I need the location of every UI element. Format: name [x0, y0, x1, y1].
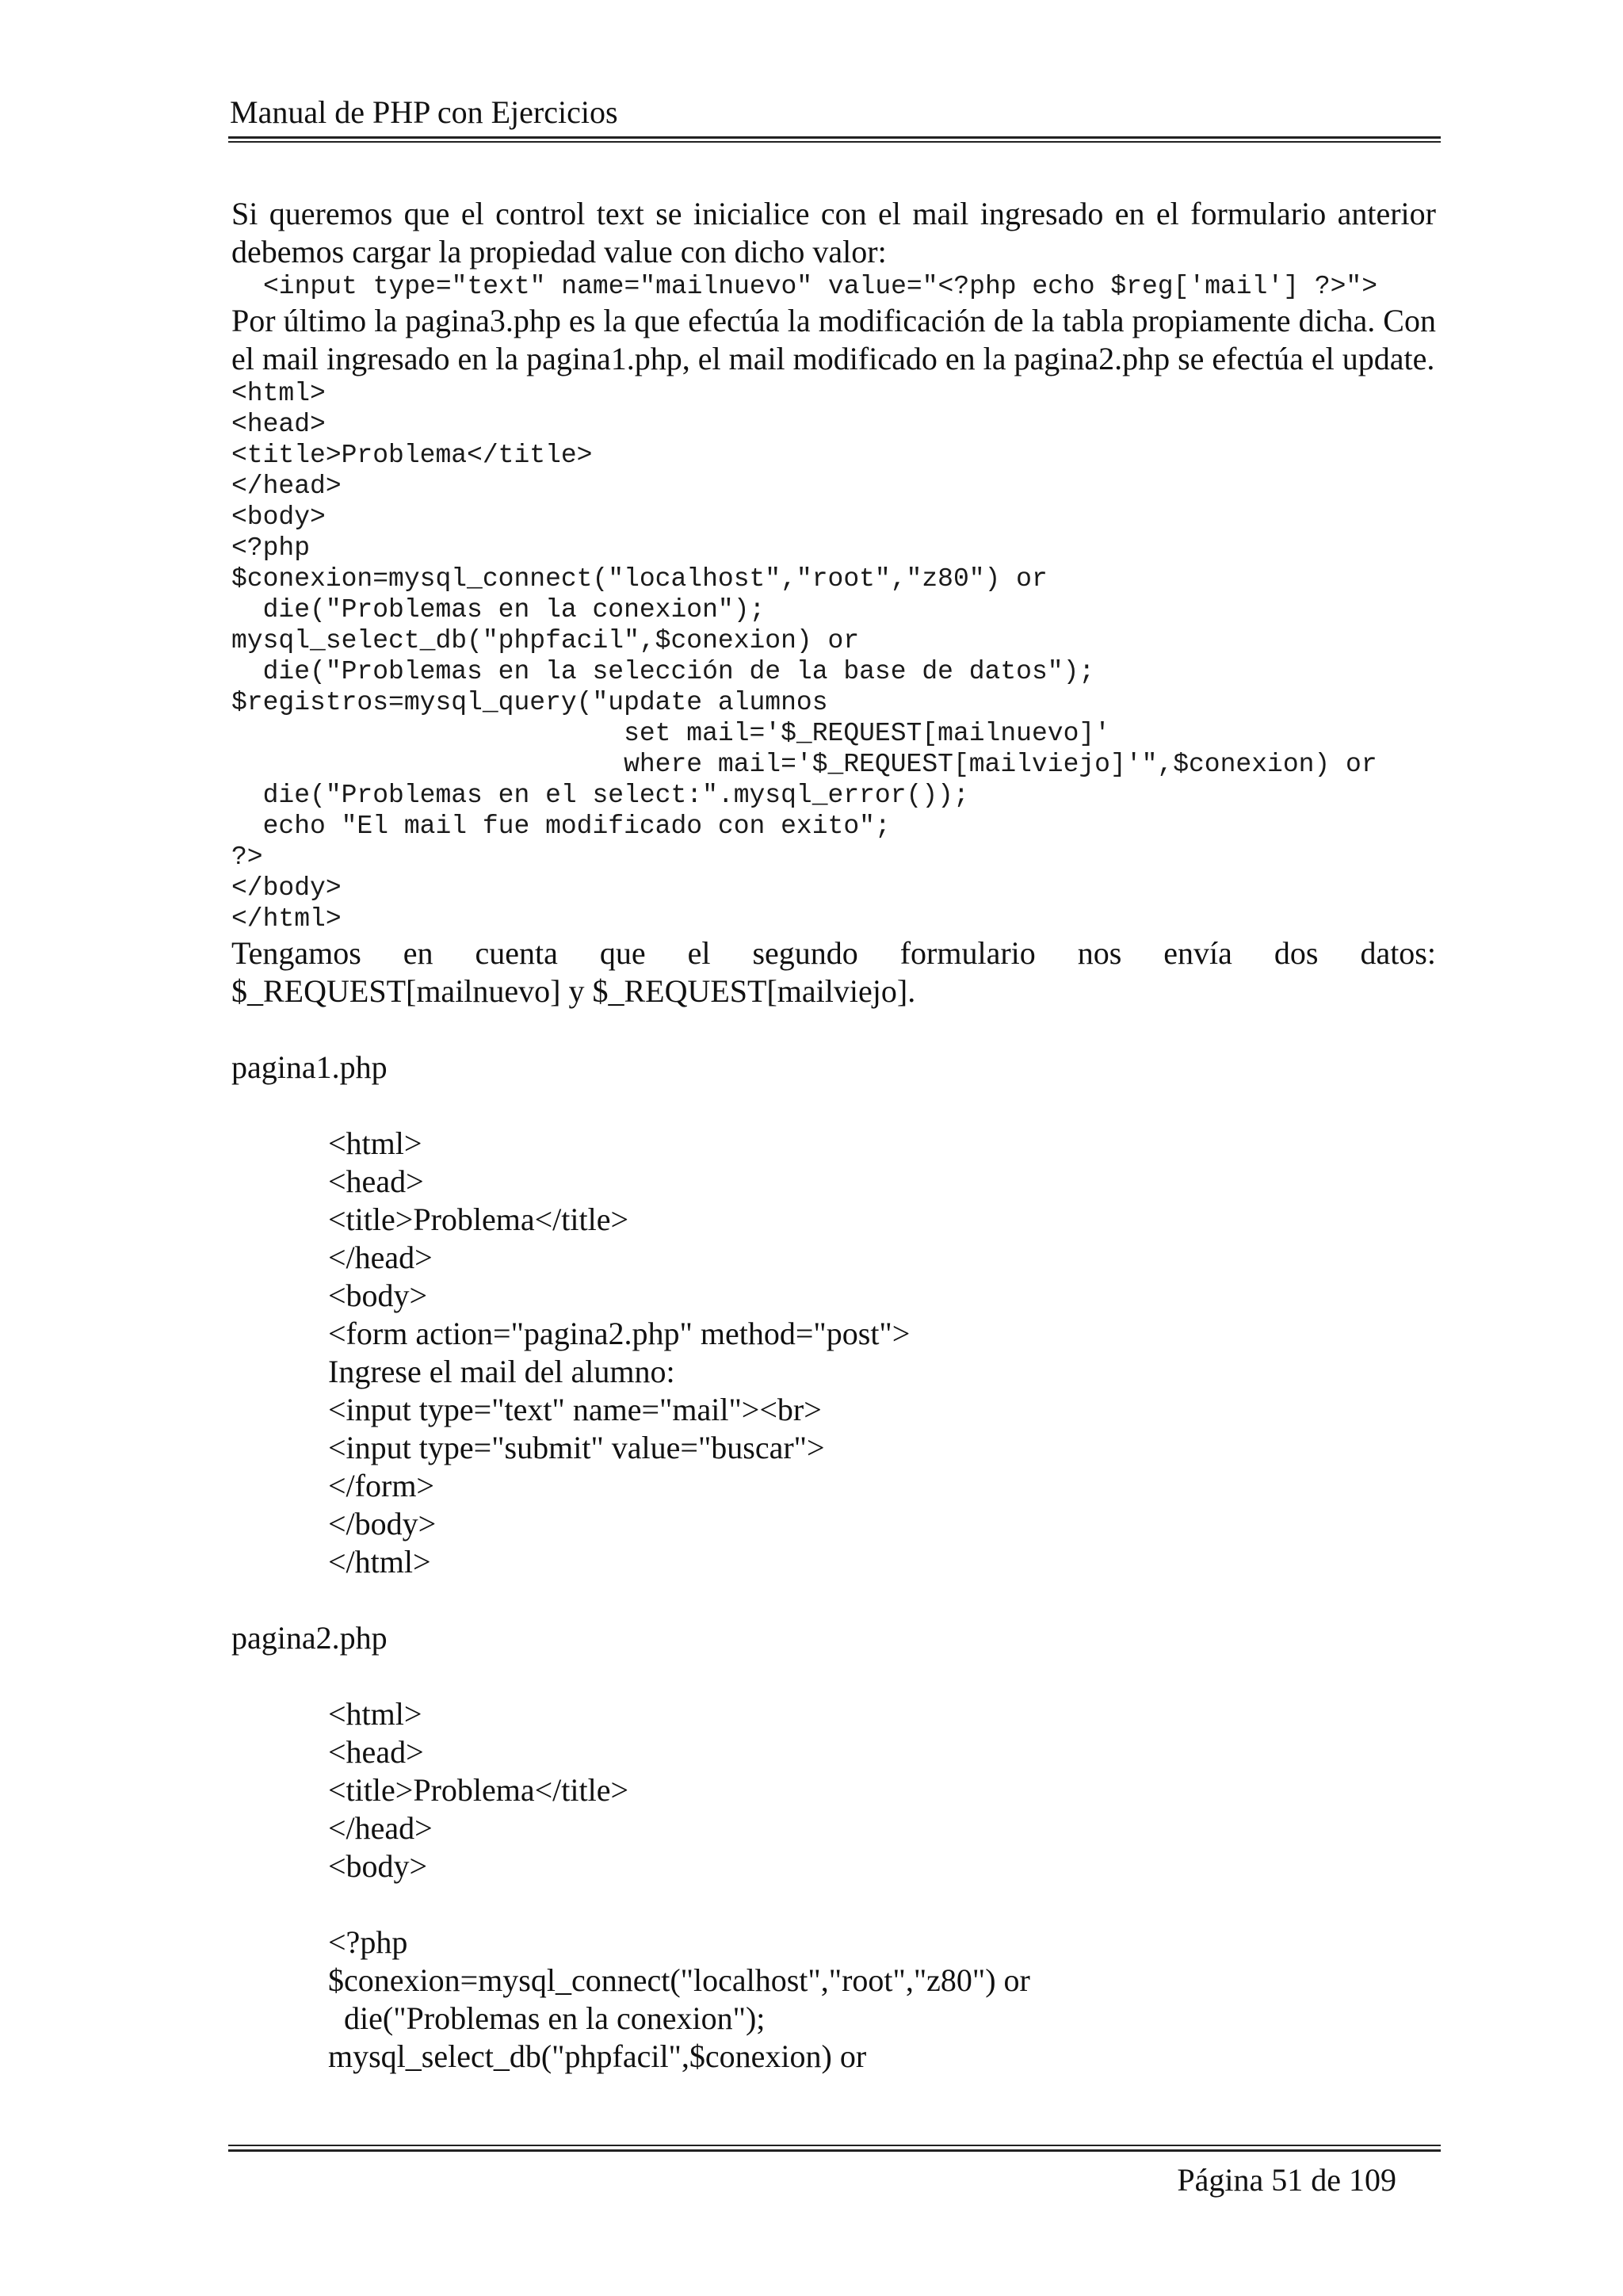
header-rule-top	[228, 136, 1441, 139]
intro-paragraph-2: Por último la pagina3.php es la que efectúa la modificación de la tabla propiamente dicha. Con el mail ingresado en la pagina1.php, el mail modificado en la pagina2.php se efectúa el update.	[231, 303, 1436, 376]
code-line: <html>	[231, 379, 326, 408]
code-line: die("Problemas en el select:".mysql_error());	[231, 781, 969, 810]
page-number: Página 51 de 109	[1177, 2162, 1396, 2198]
footer-rule-top	[228, 2145, 1441, 2146]
code-line: set mail='$_REQUEST[mailnuevo]'	[231, 719, 1110, 748]
code-line: </form>	[328, 1468, 434, 1503]
code-line: <head>	[231, 410, 326, 439]
spacer	[231, 1581, 1436, 1619]
code-line: echo "El mail fue modificado con exito";	[231, 812, 891, 841]
code-line: $conexion=mysql_connect("localhost","root","z80") or	[231, 564, 1048, 594]
section-label-pagina2: pagina2.php	[231, 1620, 388, 1656]
code-line: <html>	[328, 1696, 422, 1732]
code-line: where mail='$_REQUEST[mailviejo]'",$conexion) or	[231, 750, 1377, 779]
code-line: </html>	[231, 904, 342, 934]
code-line: <input type="text" name="mail"><br>	[328, 1392, 822, 1427]
code-line: </body>	[328, 1506, 437, 1541]
code-line: <head>	[328, 1163, 424, 1199]
code-line: <?php	[328, 1924, 408, 1960]
code-line: <title>Problema</title>	[328, 1201, 629, 1237]
code-line: mysql_select_db("phpfacil",$conexion) or	[231, 626, 860, 655]
code-line: die("Problemas en la conexion");	[328, 2000, 766, 2036]
page-header-title: Manual de PHP con Ejercicios	[230, 94, 618, 130]
code-line: ?>	[231, 842, 263, 872]
intro-code-line: <input type="text" name="mailnuevo" value="<?php echo $reg['mail'] ?>">	[263, 272, 1378, 301]
page-content	[231, 195, 1436, 2076]
code-line: <head>	[328, 1734, 424, 1770]
spacer	[231, 1087, 1436, 1125]
intro-paragraph-1: Si queremos que el control text se inicialice con el mail ingresado en el formulario anterior debemos cargar la propiedad value con dicho valor:	[231, 196, 1436, 269]
code-line: die("Problemas en la conexion");	[231, 595, 766, 625]
code-line: mysql_select_db("phpfacil",$conexion) or	[328, 2038, 867, 2074]
note-line-2: $_REQUEST[mailnuevo] y $_REQUEST[mailviejo].	[231, 973, 916, 1009]
spacer	[231, 1657, 1436, 1695]
code-line: die("Problemas en la selección de la base de datos");	[231, 657, 1095, 686]
code-line: </html>	[328, 1544, 431, 1580]
spacer	[231, 1885, 1436, 1924]
code-line: <body>	[231, 502, 326, 532]
code-line: </head>	[231, 472, 342, 501]
code-line: <?php	[231, 533, 311, 563]
code-line: </body>	[231, 873, 342, 903]
code-block-pagina2	[231, 1695, 1436, 2076]
footer-rule-bottom	[228, 2149, 1441, 2152]
code-line: $conexion=mysql_connect("localhost","root","z80") or	[328, 1962, 1030, 1998]
code-line: $registros=mysql_query("update alumnos	[231, 688, 828, 717]
code-line: <body>	[328, 1848, 428, 1884]
code-line: Ingrese el mail del alumno:	[328, 1354, 675, 1389]
code-line: <form action="pagina2.php" method="post">	[328, 1316, 911, 1351]
code-line: </head>	[328, 1810, 433, 1846]
note-line-1: Tengamos en cuenta que el segundo formulario nos envía dos datos:	[231, 935, 1436, 971]
code-block-pagina1	[231, 1125, 1436, 1581]
code-line: <body>	[328, 1278, 428, 1313]
code-line: </head>	[328, 1240, 433, 1275]
code-line: <input type="submit" value="buscar">	[328, 1430, 825, 1465]
spacer	[231, 1010, 1436, 1049]
code-line: <title>Problema</title>	[328, 1772, 629, 1808]
code-line: <title>Problema</title>	[231, 441, 593, 470]
header-rule-bottom	[228, 141, 1441, 143]
section-label-pagina1: pagina1.php	[231, 1049, 388, 1085]
code-block-pagina3	[231, 378, 1436, 934]
code-line: <html>	[328, 1125, 422, 1161]
